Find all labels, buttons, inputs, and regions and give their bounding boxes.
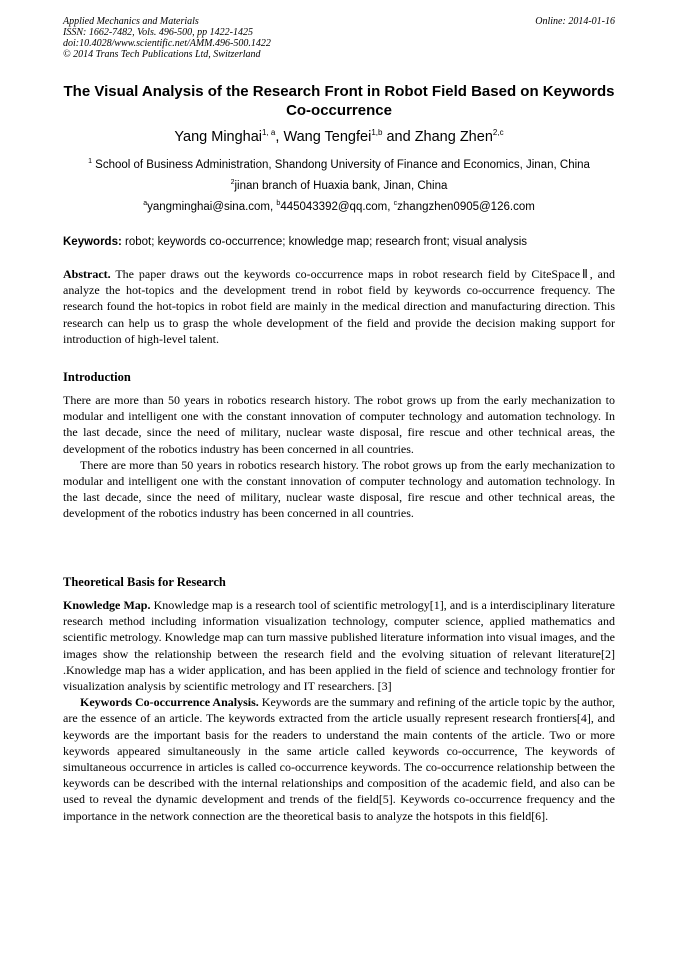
author-name: Wang Tengfei [283, 128, 372, 145]
section-heading-introduction: Introduction [63, 370, 131, 384]
affiliation-text: School of Business Administration, Shandong University of Finance and Economics, Jinan, China [91, 158, 590, 171]
keywords-cooccurrence-paragraph [63, 694, 615, 824]
affiliation-mark: 1 [88, 158, 92, 165]
author-affiliation-mark: 1,b [371, 128, 383, 137]
author-separator: and [382, 128, 415, 145]
knowledge-map-paragraph [63, 597, 615, 694]
author-name: Zhang Zhen [414, 128, 493, 145]
introduction-block [63, 392, 615, 522]
author-line [60, 128, 618, 145]
paper-title: The Visual Analysis of the Research Front in Robot Field Based on Keywords Co-occurrence [63, 83, 615, 119]
keywords-line [63, 236, 615, 248]
affiliation-2 [60, 179, 618, 192]
keywords-cooccurrence-label: Keywords Co-occurrence Analysis. [80, 695, 259, 710]
email-mark: b [276, 200, 281, 207]
knowledge-map-label: Knowledge Map. [63, 598, 151, 612]
author-affiliation-mark: 2,c [492, 128, 504, 137]
introduction-paragraph-2: There are more than 50 years in robotics research history. The robot grows up from the early mechanization to modular and intelligent one with the constant innovation of computer technology and automation technology. In the last decade, since the need of military, nuclear waste disposal, fire rescue and other technical areas, the development of the robotics industry has been concerned in all countries. [63, 457, 615, 521]
copyright-line: © 2014 Trans Tech Publications Ltd, Switzerland [63, 49, 261, 60]
abstract-paragraph [63, 266, 615, 347]
abstract-label: Abstract. [63, 267, 111, 281]
abstract-block [63, 266, 615, 347]
email-line [60, 200, 618, 213]
keywords-text: robot; keywords co-occurrence; knowledge map; research front; visual analysis [121, 236, 528, 248]
author-separator: , [275, 128, 284, 145]
email-address: zhangzhen0905@126.com [397, 200, 535, 213]
email-address: yangminghai@sina.com, [147, 200, 277, 213]
issn-line: ISSN: 1662-7482, Vols. 496-500, pp 1422-1425 [63, 27, 253, 38]
affiliation-1 [60, 158, 618, 171]
journal-header [63, 16, 615, 60]
journal-name: Applied Mechanics and Materials [63, 16, 199, 27]
affiliation-text: jinan branch of Huaxia bank, Jinan, China [234, 179, 448, 192]
section-heading-theory: Theoretical Basis for Research [63, 575, 226, 589]
email-mark: a [143, 200, 148, 207]
author-name: Yang Minghai [174, 128, 263, 145]
affiliation-mark: 2 [230, 179, 235, 186]
introduction-paragraph-1: There are more than 50 years in robotics research history. The robot grows up from the early mechanization to modular and intelligent one with the constant innovation of computer technology and automation technology. In the last decade, since the need of military, nuclear waste disposal, fire rescue and other technical areas, the development of the robotics industry has been concerned in all countries. [63, 393, 615, 456]
email-address: 445043392@qq.com, [280, 200, 394, 213]
online-date: Online: 2014-01-16 [535, 16, 615, 27]
knowledge-map-text: Knowledge map is a research tool of scientific metrology[1], and is a interdisciplinary literature research method including information visualization technology, computer science, applied mathematics and scientific metrology. Knowledge map can turn massive published literature information into visual images, and the images show the relationship between the research field and the evolving situation of relevant literature[2] .Knowledge map has a wider application, and has been applied in the field of science and technology frontier for visualization analysis by scientific metrology and IT researchers. [3] [63, 598, 616, 694]
keywords-label: Keywords: [63, 236, 122, 248]
theory-block [63, 597, 615, 824]
doi-line: doi:10.4028/www.scientific.net/AMM.496-500.1422 [63, 38, 271, 49]
abstract-text: The paper draws out the keywords co-occurrence maps in robot research field by CiteSpaceⅡ, and analyze the hot-topics and the development trend in robot field by keywords co-occurrence frequency. The research found the hot-topics in robot field are mainly in the medical direction and manufacturing direction. This research can help us to grasp the whole development of the field and provide the decision making support for introduction of high-level talent. [63, 267, 615, 346]
keywords-cooccurrence-text: Keywords are the summary and refining of the article topic by the author, are the essence of an article. The keywords extracted from the article usually represent research frontiers[4], and keywords are the important basis for the readers to understand the main contents of the article. Two or more keywords appeared simultaneously in the same article called keywords co-occurrence, The keywords of simultaneous occurrence in articles is called co-occurrence keywords. The co-occurrence relationship between the keywords can be described with the internal relationships and composition of the academic field, and also can be used to reveal the dynamic development and trends of the field[5]. Keywords co-occurrence frequency and the importance in the network connection are the theoretical basis to analyze the hotspots in this field[6]. [63, 695, 615, 823]
author-affiliation-mark: 1, a [262, 128, 276, 137]
email-mark: c [393, 200, 398, 207]
